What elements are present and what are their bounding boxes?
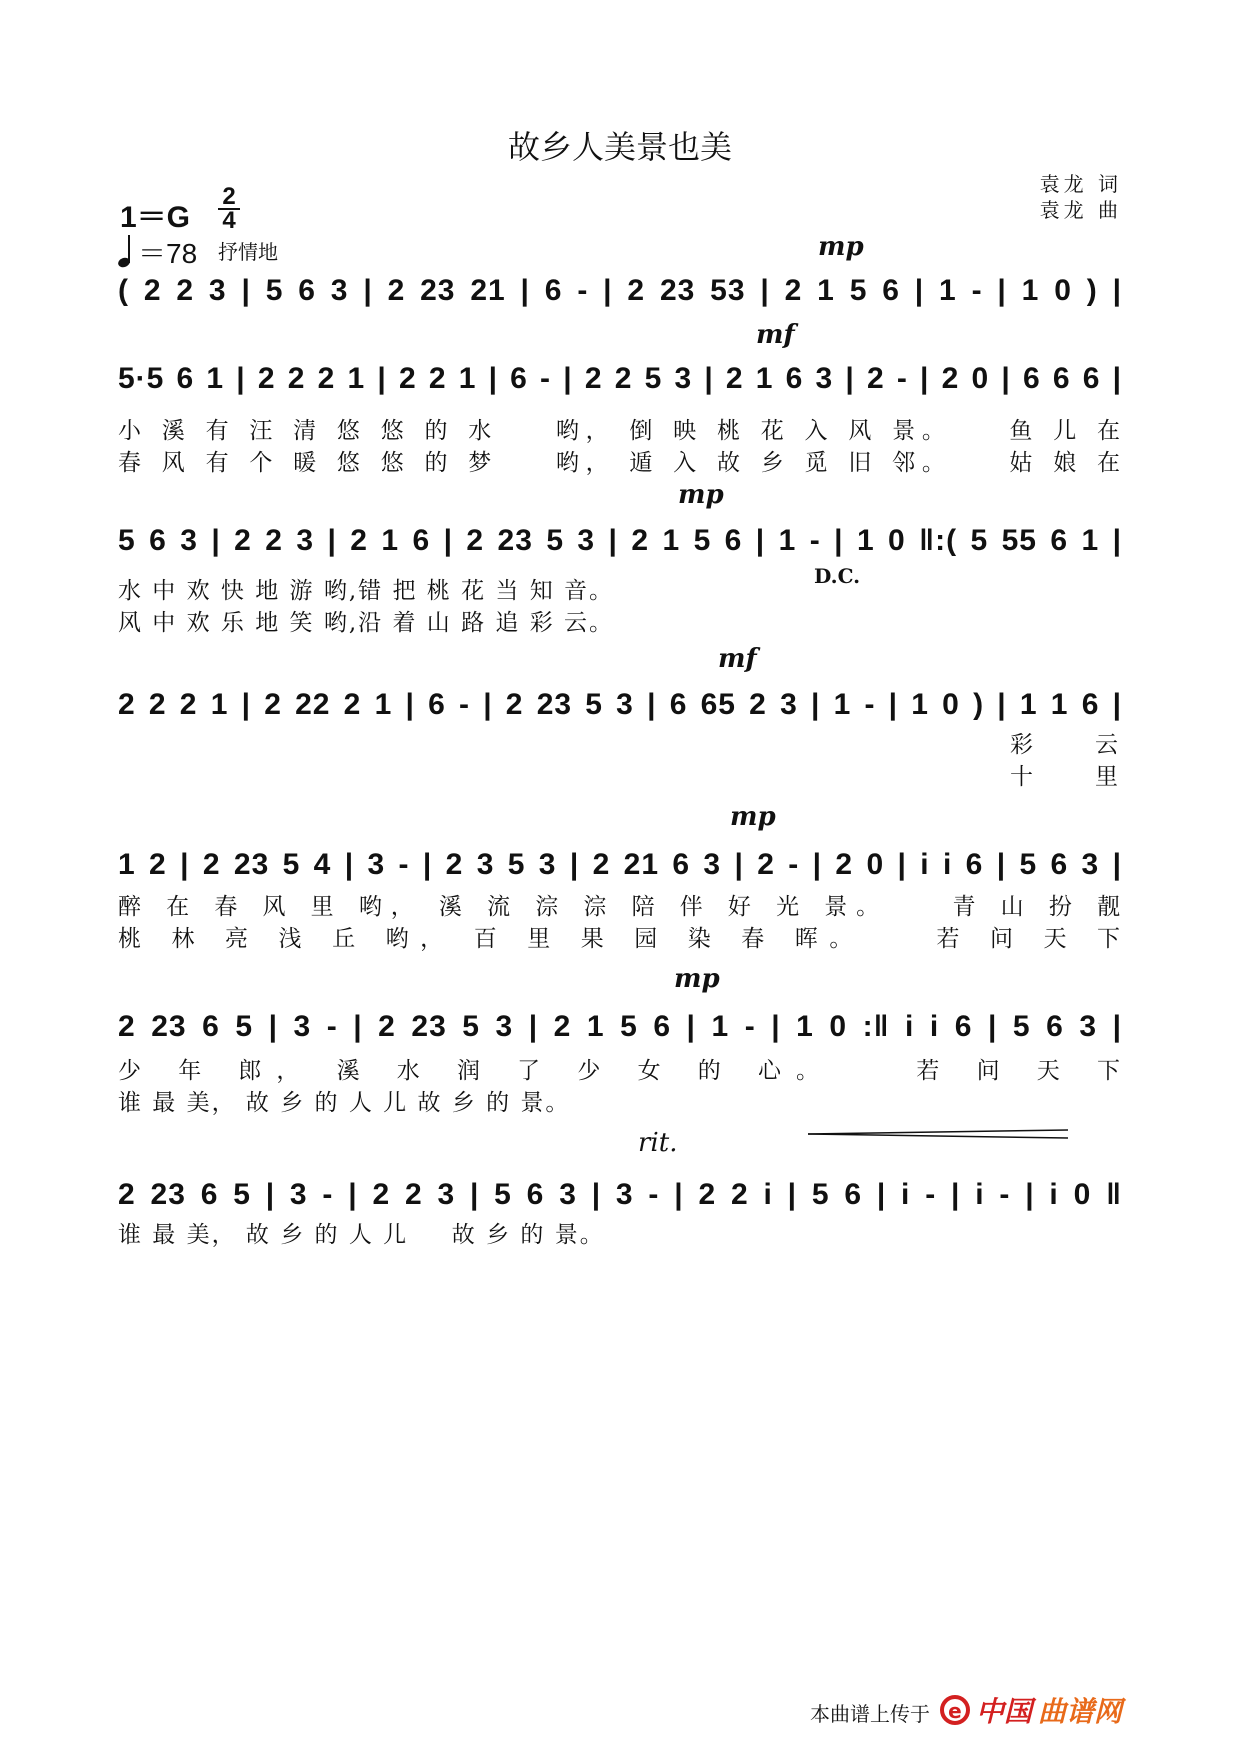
notes-line <box>118 676 1122 721</box>
lyric-verse-1: 少 年 郎， 溪 水 润 了 少 女 的 心。 若 问 天 下 <box>118 1058 1122 1084</box>
dynamic-mark: mp <box>678 480 724 510</box>
lyric-verse-2: 谁 最 美， 故 乡 的 人 儿 故 乡 的 景。 <box>118 1090 571 1116</box>
dynamic-mark: mf <box>718 644 757 674</box>
lyric-verse-2: 桃 林 亮 浅 丘 哟， 百 里 果 园 染 春 晖。 若 问 天 下 <box>118 926 1122 952</box>
lyric-verse-2: 十 里 <box>1010 764 1120 790</box>
lyric-verse-1: 彩 云 <box>1010 732 1120 758</box>
dynamic-mark: mp <box>730 802 776 832</box>
dynamic-mark: mp <box>674 964 720 994</box>
notation-text: ( 2 2 3 | 5 6 3 | 2 23 21 | 6 - | 2 23 53 | 2 1 5 6 | 1 - | 1 0 ) | <box>118 274 1122 307</box>
lyric-verse-2: 风 中 欢 乐 地 笑 哟,沿 着 山 路 追 彩 云。 <box>118 610 615 636</box>
notation-text: 1 2 | 2 23 5 4 | 3 - | 2 3 5 3 | 2 21 6 3 | 2 - | 2 0 | i i 6 | 5 6 3 | <box>118 848 1122 881</box>
ritardando-mark: rit. <box>638 1128 678 1158</box>
expression-marking: 抒情地 <box>218 240 278 264</box>
notes-line <box>118 998 1122 1043</box>
lyricist-credit: 袁龙 词 <box>1039 172 1122 196</box>
score-line-4 <box>118 644 1122 746</box>
notes-line <box>118 350 1122 395</box>
logo-prefix: 中国 <box>975 1695 1032 1728</box>
notes-line <box>118 836 1122 881</box>
notation-text: 5 6 3 | 2 2 3 | 2 1 6 | 2 23 5 3 | 2 1 5 6 | 1 - | 1 0 ‖:( 5 55 6 1 | <box>118 524 1122 557</box>
lyric-verse-1: 水 中 欢 快 地 游 哟,错 把 桃 花 当 知 音。 <box>118 578 615 604</box>
site-logo[interactable] <box>940 1690 1122 1730</box>
notes-line <box>118 262 1122 307</box>
dynamic-mark: mp <box>818 232 864 262</box>
logo-suffix: 曲谱网 <box>1037 1695 1122 1728</box>
logo-icon: e <box>940 1695 970 1725</box>
time-denominator: 4 <box>222 207 236 234</box>
score-line-2 <box>118 320 1122 420</box>
time-signature <box>218 183 240 234</box>
notation-text: 5·5 6 1 | 2 2 2 1 | 2 2 1 | 6 - | 2 2 5 3 | 2 1 6 3 | 2 - | 2 0 | 6 6 6 | <box>118 362 1122 395</box>
dynamic-mark: mf <box>756 320 795 350</box>
notes-line <box>118 1166 1122 1211</box>
notes-line <box>118 512 1122 557</box>
notation-text: 2 23 6 5 | 3 - | 2 2 3 | 5 6 3 | 3 - | 2 2 i | 5 6 | i - | i - | i 0 ‖ <box>118 1178 1122 1211</box>
time-numerator: 2 <box>222 183 236 210</box>
notation-text: 2 2 2 1 | 2 22 2 1 | 6 - | 2 23 5 3 | 6 65 2 3 | 1 - | 1 0 ) | 1 1 6 | <box>118 688 1122 721</box>
composer-credit: 袁龙 曲 <box>1039 198 1122 222</box>
lyric-verse-1: 谁 最 美， 故 乡 的 人 儿 故 乡 的 景。 <box>118 1222 605 1248</box>
page-title: 故乡人美景也美 <box>507 128 732 166</box>
lyric-verse-1: 小 溪 有 汪 清 悠 悠 的 水 哟， 倒 映 桃 花 入 风 景。 鱼 儿 在 <box>118 418 1122 444</box>
key-signature: 1＝G <box>120 201 191 234</box>
tempo-value: ＝78 <box>138 238 198 269</box>
lyric-verse-2: 春 风 有 个 暖 悠 悠 的 梦 哟， 遁 入 故 乡 觅 旧 邻。 姑 娘 在 <box>118 450 1122 476</box>
lyric-verse-1: 醉 在 春 风 里 哟， 溪 流 淙 淙 陪 伴 好 光 景。 青 山 扮 靓 <box>118 894 1122 920</box>
dc-mark: D.C. <box>814 564 861 588</box>
upload-notice: 本曲谱上传于 <box>810 1702 930 1726</box>
notation-text: 2 23 6 5 | 3 - | 2 23 5 3 | 2 1 5 6 | 1 - | 1 0 :‖ i i 6 | 5 6 3 | <box>118 1010 1122 1043</box>
